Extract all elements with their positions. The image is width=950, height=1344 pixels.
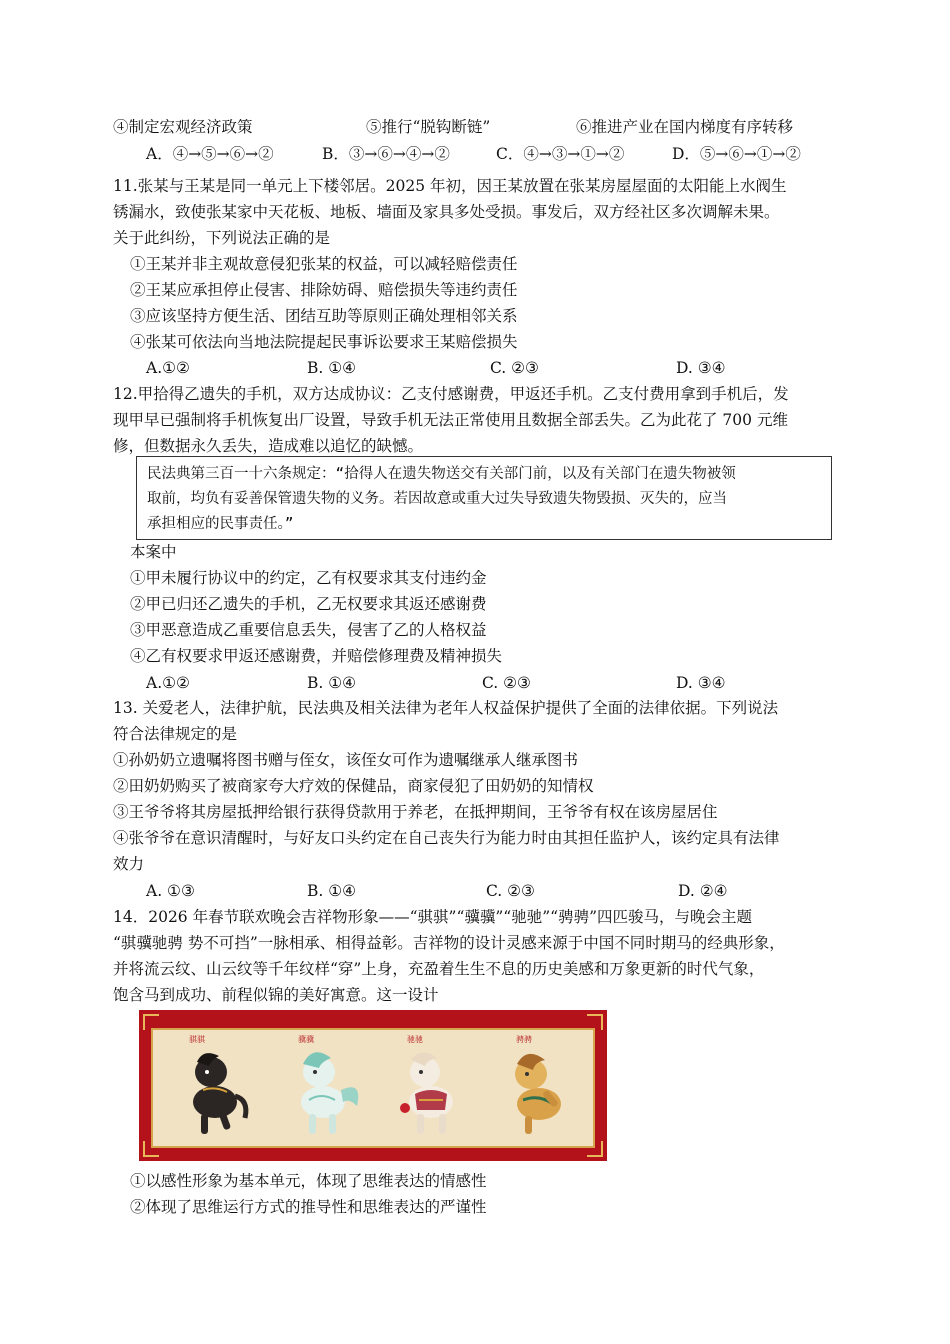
q12-option-d: D. ③④ [676, 674, 726, 692]
q11-item: ④张某可依法向当地法院提起民事诉讼要求王某赔偿损失 [130, 333, 518, 351]
q13-option-d: D. ②④ [678, 882, 728, 900]
horse-teal-icon [301, 1052, 358, 1134]
quote-line: 民法典第三百一十六条规定：“拾得人在遗失物送交有关部门前，以及有关部门在遗失物被领 [147, 466, 736, 482]
quote-line: 承担相应的民事责任。” [147, 516, 294, 532]
q14-stem-line: 14．2026 年春节联欢晚会吉祥物形象——“骐骐”“骥骥”“驰驰”“骋骋”四匹骏马，与晚会主题 [113, 908, 752, 926]
q14-item: ②体现了思维运行方式的推导性和思维表达的严谨性 [130, 1198, 487, 1216]
mascot-illustrations [153, 1030, 593, 1146]
mascot-image [139, 1010, 607, 1161]
q11-options [0, 357, 950, 379]
q10-option-c: C．④→③→①→② [496, 145, 625, 163]
q12-option-b: B. ①④ [307, 674, 357, 692]
q10-item-6: ⑥推进产业在国内梯度有序转移 [576, 118, 794, 136]
q11-stem-line: 11.张某与王某是同一单元上下楼邻居。2025 年初，因王某放置在张某房屋屋面的太阳能上水阀生 [113, 177, 787, 195]
q13-stem-line: 符合法律规定的是 [113, 725, 238, 743]
q10-option-b: B．③→⑥→④→② [322, 145, 450, 163]
horse-black-icon [193, 1053, 246, 1134]
horse-cream-icon [400, 1052, 453, 1134]
q11-option-b: B. ①④ [307, 359, 357, 377]
q13-option-c: C. ②③ [486, 882, 535, 900]
q11-option-c: C. ②③ [490, 359, 539, 377]
q10-option-a: A．④→⑤→⑥→② [146, 145, 274, 163]
q10-item-5: ⑤推行“脱钩断链” [366, 118, 491, 136]
q12-stem-line: 现甲早已强制将手机恢复出厂设置，导致手机无法正常使用且数据全部丢失。乙为此花了 700 元维 [113, 411, 788, 429]
q13-item: ③王爷爷将其房屋抵押给银行获得贷款用于养老，在抵押期间，王爷爷有权在该房屋居住 [113, 803, 718, 821]
q12-item: ④乙有权要求甲返还感谢费，并赔偿修理费及精神损失 [130, 647, 503, 665]
q13-stem-line: 13. 关爱老人，法律护航，民法典及相关法律为老年人权益保护提供了全面的法律依据。下列说法 [113, 699, 779, 717]
q14-stem-line: 并将流云纹、山云纹等千年纹样“穿”上身，充盈着生生不息的历史美感和万象更新的时代气象， [113, 960, 765, 978]
q10-option-d: D．⑤→⑥→①→② [672, 145, 801, 163]
q11-option-a: A.①② [146, 359, 190, 377]
mascot-name-label: 骥骥 [298, 1035, 314, 1044]
q14-item: ①以感性形象为基本单元，体现了思维表达的情感性 [130, 1172, 487, 1190]
q14-stem-line: 饱含马到成功、前程似锦的美好寓意。这一设计 [113, 986, 439, 1004]
q12-option-c: C. ②③ [482, 674, 531, 692]
q10-item-4: ④制定宏观经济政策 [113, 118, 253, 136]
mascot-name-label: 骐骐 [189, 1035, 205, 1044]
q13-option-b: B. ①④ [307, 882, 357, 900]
q12-item: ①甲未履行协议中的约定，乙有权要求其支付违约金 [130, 569, 487, 587]
q12-item: ③甲恶意造成乙重要信息丢失，侵害了乙的人格权益 [130, 621, 487, 639]
q11-option-d: D. ③④ [676, 359, 726, 377]
q12-item: ②甲已归还乙遗失的手机，乙无权要求其返还感谢费 [130, 595, 487, 613]
q12-lead: 本案中 [130, 543, 177, 561]
q10-options [0, 143, 950, 165]
q11-item: ①王某并非主观故意侵犯张某的权益，可以减轻赔偿责任 [130, 255, 518, 273]
q11-item: ②王某应承担停止侵害、排除妨碍、赔偿损失等违约责任 [130, 281, 518, 299]
q12-stem-line: 修，但数据永久丢失，造成难以追忆的缺憾。 [113, 437, 424, 455]
q13-item: 效力 [113, 855, 145, 873]
q11-stem-line: 锈漏水，致使张某家中天花板、地板、墙面及家具多处受损。事发后，双方经社区多次调解未果。 [113, 203, 780, 221]
q12-option-a: A.①② [146, 674, 190, 692]
q12-options [0, 672, 950, 694]
q12-stem-line: 12.甲拾得乙遗失的手机，双方达成协议：乙支付感谢费，甲返还手机。乙支付费用拿到手机后，发 [113, 385, 789, 403]
mascot-panel [151, 1028, 595, 1148]
mascot-name-label: 驰驰 [407, 1035, 423, 1044]
q14-stem-line: “骐骥驰骋 势不可挡”一脉相承、相得益彰。吉祥物的设计灵感来源于中国不同时期马的经典形象， [113, 934, 785, 952]
quote-line: 取前，均负有妥善保管遗失物的义务。若因故意或重大过失导致遗失物毁损、灭失的，应当 [147, 491, 727, 507]
mascot-name-label: 骋骋 [516, 1035, 532, 1044]
q13-item: ④张爷爷在意识清醒时，与好友口头约定在自己丧失行为能力时由其担任监护人，该约定具有法律 [113, 829, 780, 847]
civil-code-quote-box [136, 456, 832, 540]
q11-item: ③应该坚持方便生活、团结互助等原则正确处理相邻关系 [130, 307, 518, 325]
q11-stem-line: 关于此纠纷，下列说法正确的是 [113, 229, 331, 247]
q13-item: ②田奶奶购买了被商家夸大疗效的保健品，商家侵犯了田奶奶的知情权 [113, 777, 594, 795]
q13-item: ①孙奶奶立遗嘱将图书赠与侄女，该侄女可作为遗嘱继承人继承图书 [113, 751, 579, 769]
horse-golden-icon [515, 1054, 561, 1134]
q13-options [0, 880, 950, 902]
q13-option-a: A. ①③ [146, 882, 195, 900]
